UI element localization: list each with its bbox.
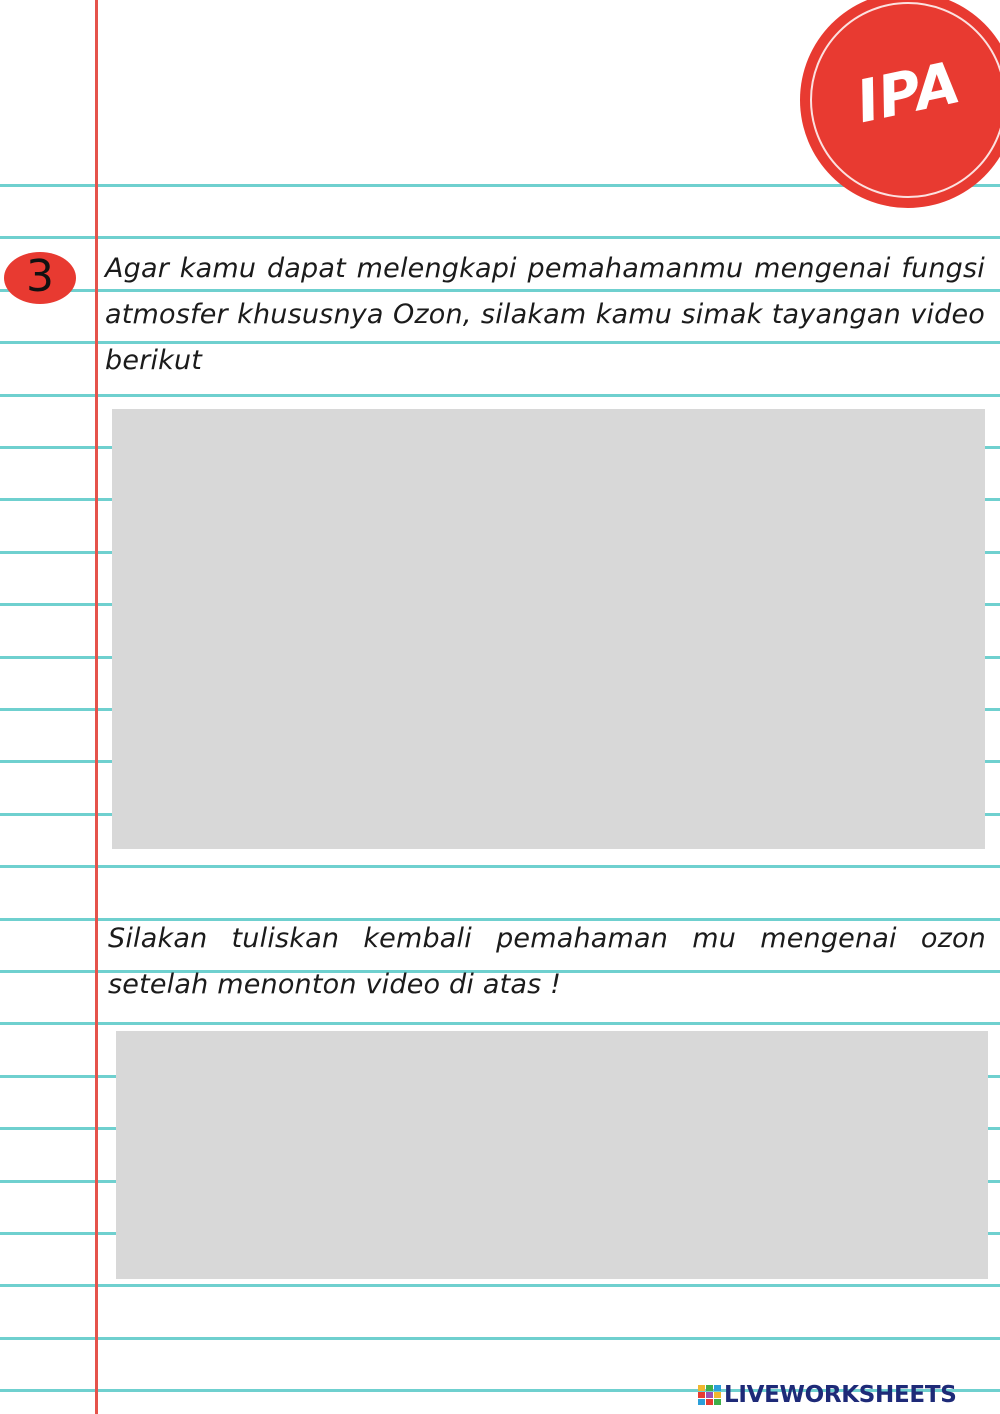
ruling-line	[0, 236, 1000, 239]
question-number-badge	[4, 252, 76, 304]
liveworksheets-logo	[698, 1380, 956, 1410]
ipa-stamp-badge	[798, 0, 1000, 210]
liveworksheets-brand: LIVEWORKSHEETS	[724, 1382, 957, 1408]
ruling-line	[0, 1337, 1000, 1340]
liveworksheets-logo-icon	[698, 1383, 722, 1407]
ruling-line	[0, 1284, 1000, 1287]
ruling-line	[0, 394, 1000, 397]
ipa-label: IPA	[850, 48, 967, 137]
prompt-text: Silakan tuliskan kembali pemahaman mu mengenai ozon setelah menonton video di atas !	[108, 923, 986, 1000]
video-placeholder[interactable]	[112, 409, 985, 849]
margin-line	[95, 0, 98, 1414]
ruling-line	[0, 865, 1000, 868]
question-number: 3	[26, 251, 54, 302]
answer-textbox[interactable]	[116, 1031, 988, 1279]
ruling-line	[0, 1022, 1000, 1025]
question-text: Agar kamu dapat melengkapi pemahamanmu mengenai fungsi atmosfer khususnya Ozon, silakam kamu simak tayangan video berikut	[105, 253, 985, 376]
